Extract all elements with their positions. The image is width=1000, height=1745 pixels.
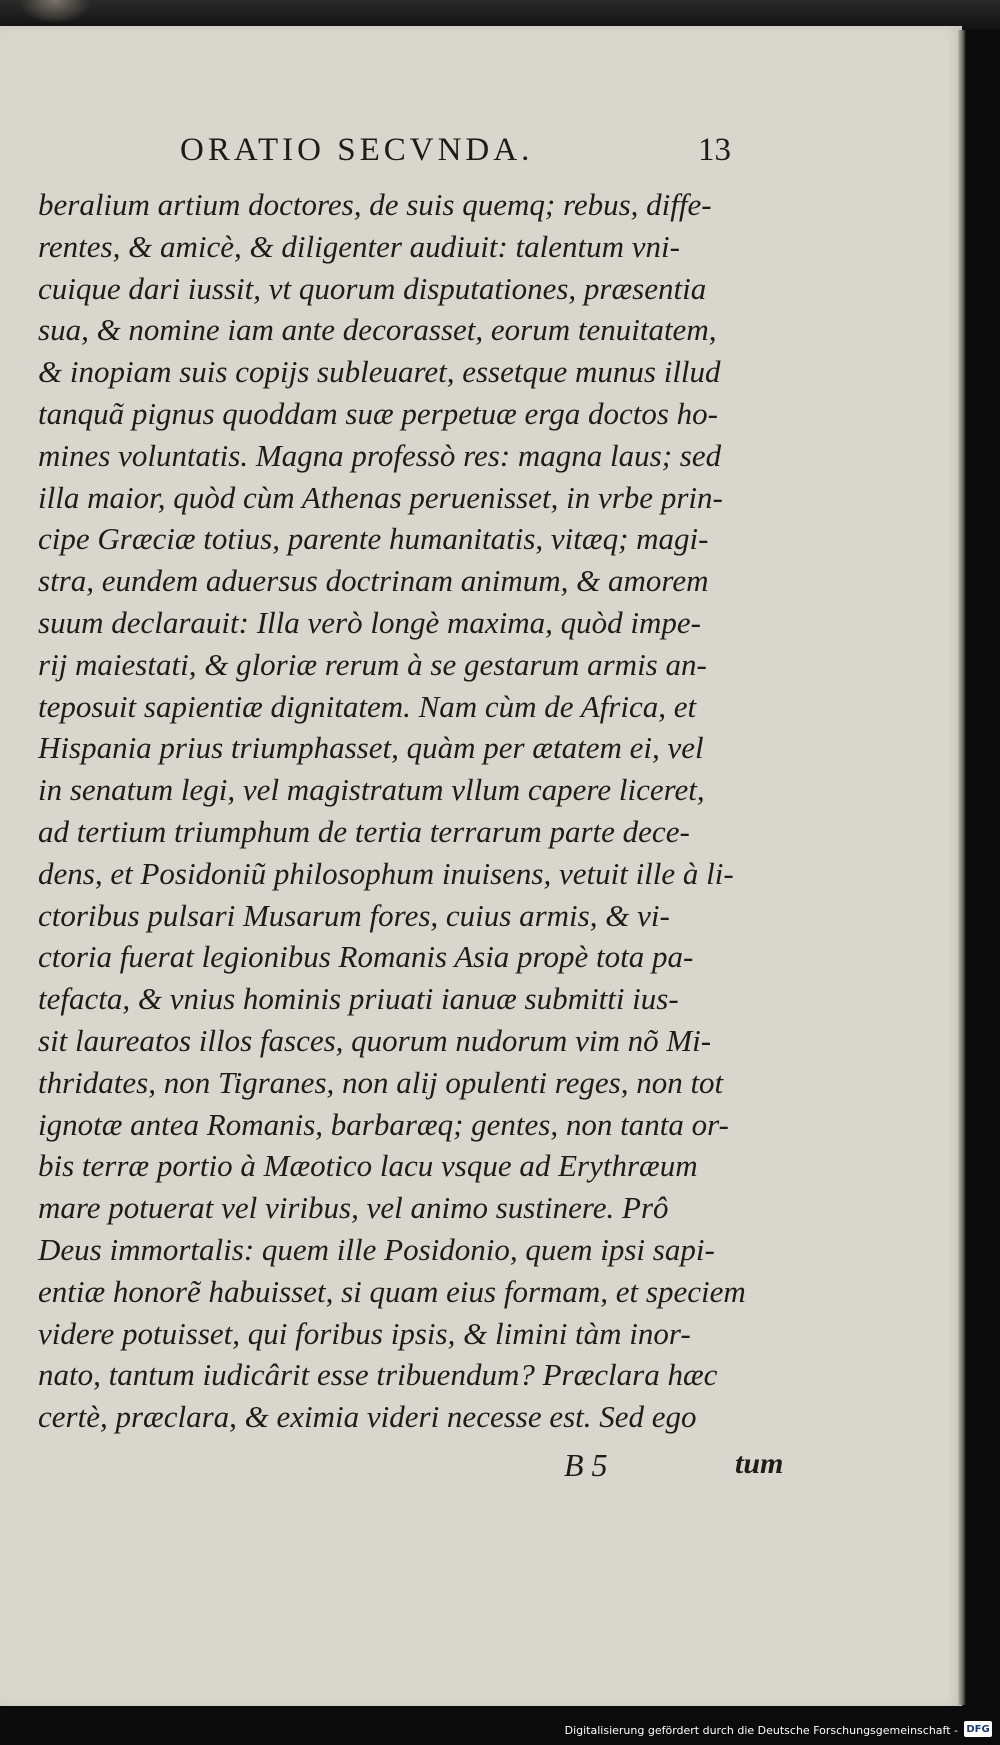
text-line: certè, præclara, & eximia videri necesse est. Sed ego [38,1399,697,1435]
text-line: ad tertium triumphum de tertia terrarum parte dece- [38,813,690,849]
text-line: illa maior, quòd cùm Athenas peruenisset, in vrbe prin- [38,479,723,515]
text-line: sit laureatos illos fasces, quorum nudorum vim nõ Mi- [38,1022,712,1058]
text-line: & inopiam suis copijs subleuaret, essetque munus illud [38,354,721,390]
text-line: videre potuisset, qui foribus ipsis, & limini tàm inor- [38,1315,691,1351]
text-line: Deus immortalis: quem ille Posidonio, quem ipsi sapi- [38,1231,715,1267]
paper-fragment [20,0,90,22]
text-line: dens, et Posidoniũ philosophum inuisens, vetuit ille à li- [38,855,734,891]
text-line: sua, & nomine iam ante decorasset, eorum tenuitatem, [38,312,717,348]
text-line: teposuit sapientiæ dignitatem. Nam cùm de Africa, et [38,688,697,724]
text-line: tefacta, & vnius hominis priuati ianuæ submitti ius- [38,981,679,1017]
body-text [38,184,798,1438]
text-line: beralium artium doctores, de suis quemq; rebus, diffe- [38,187,712,222]
text-line: ctoribus pulsari Musarum fores, cuius armis, & vi- [38,897,670,933]
text-line: mare potuerat vel viribus, vel animo sustinere. Prô [38,1190,669,1226]
text-line: suum declarauit: Illa verò longè maxima, quòd impe- [38,604,701,640]
text-line: ctoria fuerat legionibus Romanis Asia propè tota pa- [38,939,694,975]
digitization-credit: Digitalisierung gefördert durch die Deutsche Forschungsgemeinschaft - [564,1724,958,1737]
text-line: cuique dari iussit, vt quorum disputationes, præsentia [38,270,707,306]
running-title: ORATIO SECVNDA. [180,132,534,168]
text-line: bis terræ portio à Mæotico lacu vsque ad Erythræum [38,1148,698,1184]
text-line: cipe Græciæ totius, parente humanitatis, vitæq; magi- [38,521,709,557]
page-edge-shadow [958,30,966,1705]
catchword: tum [735,1447,784,1480]
text-line: stra, eundem aduersus doctrinam animum, & amorem [38,563,709,599]
text-line: Hispania prius triumphasset, quàm per ætatem ei, vel [38,730,704,766]
text-line: tanquã pignus quoddam suæ perpetuæ erga doctos ho- [38,395,718,431]
text-line: nato, tantum iudicârit esse tribuendum? Præclara hæc [38,1357,718,1393]
text-line: entiæ honorẽ habuisset, si quam eius formam, et speciem [38,1273,746,1309]
page-number: 13 [698,132,731,168]
text-line: in senatum legi, vel magistratum vllum capere liceret, [38,772,705,808]
text-line: mines voluntatis. Magna professò res: magna laus; sed [38,437,722,473]
text-line: ignotæ antea Romanis, barbaræq; gentes, non tanta or- [38,1106,729,1142]
signature-mark: B 5 [564,1447,608,1483]
text-line: rentes, & amicè, & diligenter audiuit: talentum vni- [38,228,680,264]
text-line: thridates, non Tigranes, non alij opulenti reges, non tot [38,1064,724,1100]
dfg-logo-icon: DFG [964,1721,992,1737]
text-line: rij maiestati, & gloriæ rerum à se gestarum armis an- [38,646,707,682]
